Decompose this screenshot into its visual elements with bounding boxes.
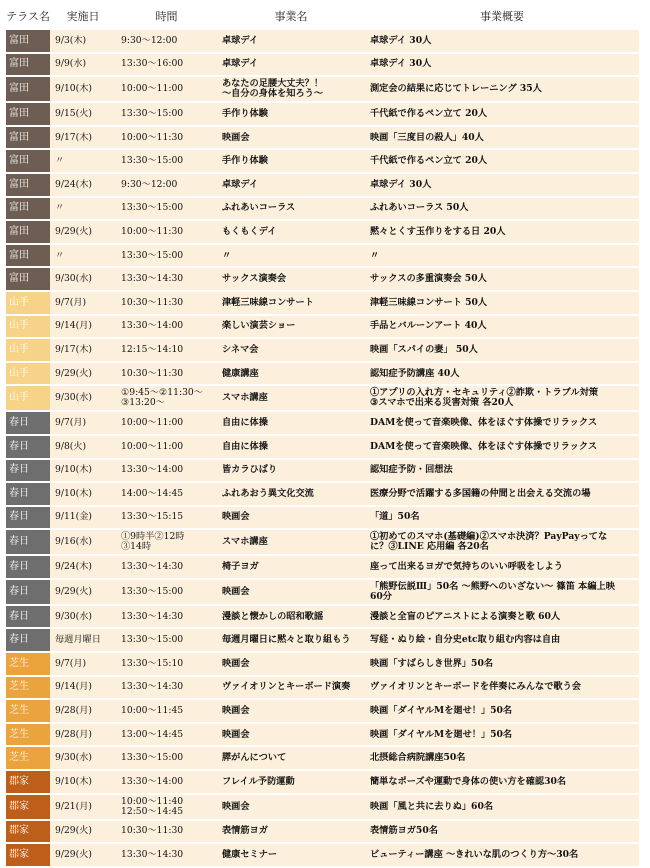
cell-date: 9/30(水) [50,267,116,291]
cell-name: 卓球デイ [217,29,365,53]
cell-desc: 卓球デイ 30人 [365,53,639,77]
cell-area: 春日 [6,628,50,652]
cell-desc: 認知症予防・回想法 [365,459,639,483]
cell-name: 映画会 [217,723,365,747]
table-body [6,29,639,867]
cell-date: 9/30(水) [50,605,116,629]
table-row [6,149,639,173]
cell-area: 郡家 [6,794,50,820]
cell-time: 13:30～15:15 [116,506,217,530]
cell-area: 春日 [6,529,50,555]
cell-area: 富田 [6,126,50,150]
cell-area: 富田 [6,53,50,77]
table-row [6,173,639,197]
cell-area: 山手 [6,362,50,386]
cell-name: 手作り体験 [217,102,365,126]
cell-time: 10:00～11:30 [116,126,217,150]
cell-name: 椅子ヨガ [217,555,365,579]
table-row [6,605,639,629]
cell-time: 10:00～11:00 [116,76,217,102]
cell-name: 健康セミナー [217,843,365,867]
cell-desc: 「道」50名 [365,506,639,530]
cell-time: 13:30～14:30 [116,267,217,291]
cell-area: 山手 [6,315,50,339]
cell-area: 芝生 [6,746,50,770]
table-row [6,291,639,315]
header-area: テラス名 [6,4,50,29]
cell-date: 9/28(月) [50,723,116,747]
table-row [6,794,639,820]
cell-date: 9/24(木) [50,173,116,197]
cell-time: 13:30～14:00 [116,770,217,794]
cell-area: 郡家 [6,843,50,867]
cell-time: 13:00～14:45 [116,723,217,747]
cell-name: 漫談と懐かしの昭和歌謡 [217,605,365,629]
cell-date: 9/11(金) [50,506,116,530]
cell-date: 9/7(月) [50,652,116,676]
table-row [6,579,639,605]
cell-desc: 「熊野伝説Ⅲ」50名 ～熊野へのいざない～ 篠笛 本編上映 60分 [365,579,639,605]
table-row [6,76,639,102]
cell-time: ①9時半②12時 ③14時 [116,529,217,555]
cell-desc: ふれあいコーラス 50人 [365,197,639,221]
cell-time: 13:30～15:00 [116,579,217,605]
cell-desc: ビューティー講座 ～きれいな肌のつくり方～30名 [365,843,639,867]
cell-desc: 簡単なポーズや運動で身体の使い方を確認30名 [365,770,639,794]
cell-desc: 映画「三度目の殺人」40人 [365,126,639,150]
table-row [6,53,639,77]
cell-desc: 〃 [365,244,639,268]
cell-desc: 映画「すばらしき世界」50名 [365,652,639,676]
table-row [6,362,639,386]
cell-desc: 座って出来るヨガで気持ちのいい呼吸をしよう [365,555,639,579]
cell-desc: 津軽三味線コンサート 50人 [365,291,639,315]
cell-area: 郡家 [6,820,50,844]
cell-date: 9/29(火) [50,820,116,844]
cell-date: 9/7(月) [50,291,116,315]
cell-date: 9/29(火) [50,843,116,867]
cell-name: 映画会 [217,794,365,820]
cell-name: 自由に体操 [217,435,365,459]
cell-desc: ①アプリの入れ方・セキュリティ②詐欺・トラブル対策 ③スマホで出来る災害対策 各20人 [365,385,639,411]
cell-date: 9/29(火) [50,220,116,244]
cell-name: スマホ講座 [217,529,365,555]
cell-date: 9/29(火) [50,579,116,605]
cell-date: 9/30(水) [50,746,116,770]
cell-desc: 表情筋ヨガ50名 [365,820,639,844]
cell-desc: 千代紙で作るペン立て 20人 [365,149,639,173]
cell-name: 表情筋ヨガ [217,820,365,844]
cell-area: 富田 [6,244,50,268]
cell-name: ふれあおう異文化交流 [217,482,365,506]
table-row [6,699,639,723]
cell-date: 9/10(木) [50,770,116,794]
cell-date: 9/10(木) [50,76,116,102]
cell-name: 手作り体験 [217,149,365,173]
event-schedule-table [6,4,639,868]
cell-name: 映画会 [217,126,365,150]
cell-date: 9/30(水) [50,385,116,411]
cell-area: 春日 [6,605,50,629]
cell-date: 9/17(木) [50,126,116,150]
cell-area: 富田 [6,149,50,173]
cell-desc: ①初めてのスマホ(基礎編)②スマホ決済？PayPayってな に？③LINE 応用編 各20名 [365,529,639,555]
cell-area: 春日 [6,579,50,605]
cell-time: 13:30～14:00 [116,315,217,339]
cell-time: 13:30～14:00 [116,459,217,483]
cell-area: 春日 [6,459,50,483]
cell-area: 富田 [6,173,50,197]
cell-name: 津軽三味線コンサート [217,291,365,315]
cell-area: 山手 [6,291,50,315]
table-row [6,197,639,221]
cell-desc: 映画「風と共に去りぬ」60名 [365,794,639,820]
cell-date: 9/7(月) [50,411,116,435]
cell-date: 9/15(火) [50,102,116,126]
cell-time: 10:00～11:00 [116,411,217,435]
cell-name: 映画会 [217,579,365,605]
cell-desc: 医療分野で活躍する多国籍の仲間と出会える交流の場 [365,482,639,506]
cell-time: ①9:45～②11:30～ ③13:20～ [116,385,217,411]
cell-desc: 漫談と全盲のピアニストによる演奏と歌 60人 [365,605,639,629]
cell-date: 9/21(月) [50,794,116,820]
cell-name: 〃 [217,244,365,268]
cell-time: 10:30～11:30 [116,362,217,386]
cell-name: 楽しい演芸ショー [217,315,365,339]
cell-name: サックス演奏会 [217,267,365,291]
cell-area: 富田 [6,267,50,291]
table-row [6,459,639,483]
cell-time: 9:30～12:00 [116,29,217,53]
cell-area: 春日 [6,555,50,579]
table-row [6,244,639,268]
cell-area: 芝生 [6,652,50,676]
table-row [6,385,639,411]
cell-date: 9/28(月) [50,699,116,723]
cell-time: 13:30～14:30 [116,676,217,700]
cell-time: 13:30～15:00 [116,628,217,652]
cell-desc: ヴァイオリンとキーボードを伴奏にみんなで歌う会 [365,676,639,700]
cell-desc: DAMを使って音楽映像、体をほぐす体操でリラックス [365,411,639,435]
table-row [6,102,639,126]
table-row [6,652,639,676]
cell-time: 13:30～14:30 [116,555,217,579]
table-row [6,746,639,770]
cell-date: 9/29(火) [50,362,116,386]
cell-time: 10:00～11:45 [116,699,217,723]
cell-desc: 映画「ダイヤルMを廻せ！」50名 [365,699,639,723]
cell-desc: 千代紙で作るペン立て 20人 [365,102,639,126]
cell-time: 13:30～15:00 [116,102,217,126]
table-row [6,482,639,506]
cell-time: 13:30～14:30 [116,605,217,629]
cell-time: 13:30～15:00 [116,149,217,173]
cell-time: 14:00～14:45 [116,482,217,506]
header-row [6,4,639,29]
cell-time: 12:15～14:10 [116,338,217,362]
cell-area: 富田 [6,29,50,53]
table-row [6,555,639,579]
cell-date: 9/17(木) [50,338,116,362]
cell-time: 13:30～14:30 [116,843,217,867]
table-row [6,676,639,700]
cell-date: 〃 [50,149,116,173]
cell-desc: 写経・ぬり絵・自分史etc取り組む内容は自由 [365,628,639,652]
cell-name: 卓球デイ [217,173,365,197]
cell-name: あなたの足腰大丈夫？！ ～自分の身体を知ろう～ [217,76,365,102]
cell-area: 郡家 [6,770,50,794]
cell-name: 映画会 [217,699,365,723]
cell-name: フレイル予防運動 [217,770,365,794]
table-row [6,723,639,747]
cell-desc: サックスの多重演奏会 50人 [365,267,639,291]
cell-date: 9/16(水) [50,529,116,555]
cell-date: 9/10(木) [50,459,116,483]
cell-name: シネマ会 [217,338,365,362]
cell-area: 山手 [6,338,50,362]
cell-name: 健康講座 [217,362,365,386]
cell-area: 富田 [6,102,50,126]
cell-area: 芝生 [6,699,50,723]
cell-time: 13:30～15:00 [116,244,217,268]
cell-date: 毎週月曜日 [50,628,116,652]
cell-area: 山手 [6,385,50,411]
cell-desc: 北摂総合病院講座50名 [365,746,639,770]
cell-area: 春日 [6,506,50,530]
header-desc: 事業概要 [365,4,639,29]
cell-name: ヴァイオリンとキーボード演奏 [217,676,365,700]
cell-date: 〃 [50,244,116,268]
table-row [6,820,639,844]
table-row [6,126,639,150]
header-date: 実施日 [50,4,116,29]
cell-area: 春日 [6,411,50,435]
table-row [6,529,639,555]
cell-area: 芝生 [6,676,50,700]
cell-name: 映画会 [217,652,365,676]
cell-name: 毎週月曜日に黙々と取り組もう [217,628,365,652]
cell-time: 10:00～11:40 12:50～14:45 [116,794,217,820]
cell-name: 皆カラひばり [217,459,365,483]
cell-desc: DAMを使って音楽映像、体をほぐす体操でリラックス [365,435,639,459]
cell-desc: 卓球デイ 30人 [365,173,639,197]
table-row [6,843,639,867]
table-row [6,338,639,362]
cell-name: もくもくデイ [217,220,365,244]
cell-time: 10:00～11:30 [116,220,217,244]
table-row [6,220,639,244]
table-row [6,267,639,291]
cell-time: 13:30～15:00 [116,197,217,221]
cell-desc: 黙々とくす玉作りをする日 20人 [365,220,639,244]
table-row [6,628,639,652]
header-time: 時間 [116,4,217,29]
cell-time: 13:30～15:00 [116,746,217,770]
cell-area: 富田 [6,220,50,244]
cell-name: 卓球デイ [217,53,365,77]
cell-area: 富田 [6,76,50,102]
cell-date: 〃 [50,197,116,221]
table-row [6,506,639,530]
cell-area: 富田 [6,197,50,221]
cell-time: 13:30～15:10 [116,652,217,676]
cell-desc: 測定会の結果に応じてトレーニング 35人 [365,76,639,102]
cell-date: 9/10(木) [50,482,116,506]
cell-date: 9/24(木) [50,555,116,579]
cell-name: 映画会 [217,506,365,530]
cell-desc: 映画「スパイの妻」 50人 [365,338,639,362]
table-row [6,29,639,53]
cell-name: ふれあいコーラス [217,197,365,221]
table-row [6,411,639,435]
table-row [6,315,639,339]
cell-desc: 手品とバルーンアート 40人 [365,315,639,339]
cell-area: 芝生 [6,723,50,747]
cell-name: 膵がんについて [217,746,365,770]
cell-date: 9/8(火) [50,435,116,459]
cell-desc: 認知症予防講座 40人 [365,362,639,386]
cell-area: 春日 [6,482,50,506]
header-name: 事業名 [217,4,365,29]
cell-date: 9/14(月) [50,676,116,700]
cell-name: スマホ講座 [217,385,365,411]
table-row [6,770,639,794]
cell-time: 9:30～12:00 [116,173,217,197]
cell-name: 自由に体操 [217,411,365,435]
cell-desc: 卓球デイ 30人 [365,29,639,53]
cell-desc: 映画「ダイヤルMを廻せ！」50名 [365,723,639,747]
cell-date: 9/3(木) [50,29,116,53]
cell-time: 10:30～11:30 [116,820,217,844]
cell-time: 10:00～11:00 [116,435,217,459]
table-row [6,435,639,459]
cell-area: 春日 [6,435,50,459]
cell-time: 10:30～11:30 [116,291,217,315]
cell-date: 9/14(月) [50,315,116,339]
cell-date: 9/9(水) [50,53,116,77]
cell-time: 13:30～16:00 [116,53,217,77]
